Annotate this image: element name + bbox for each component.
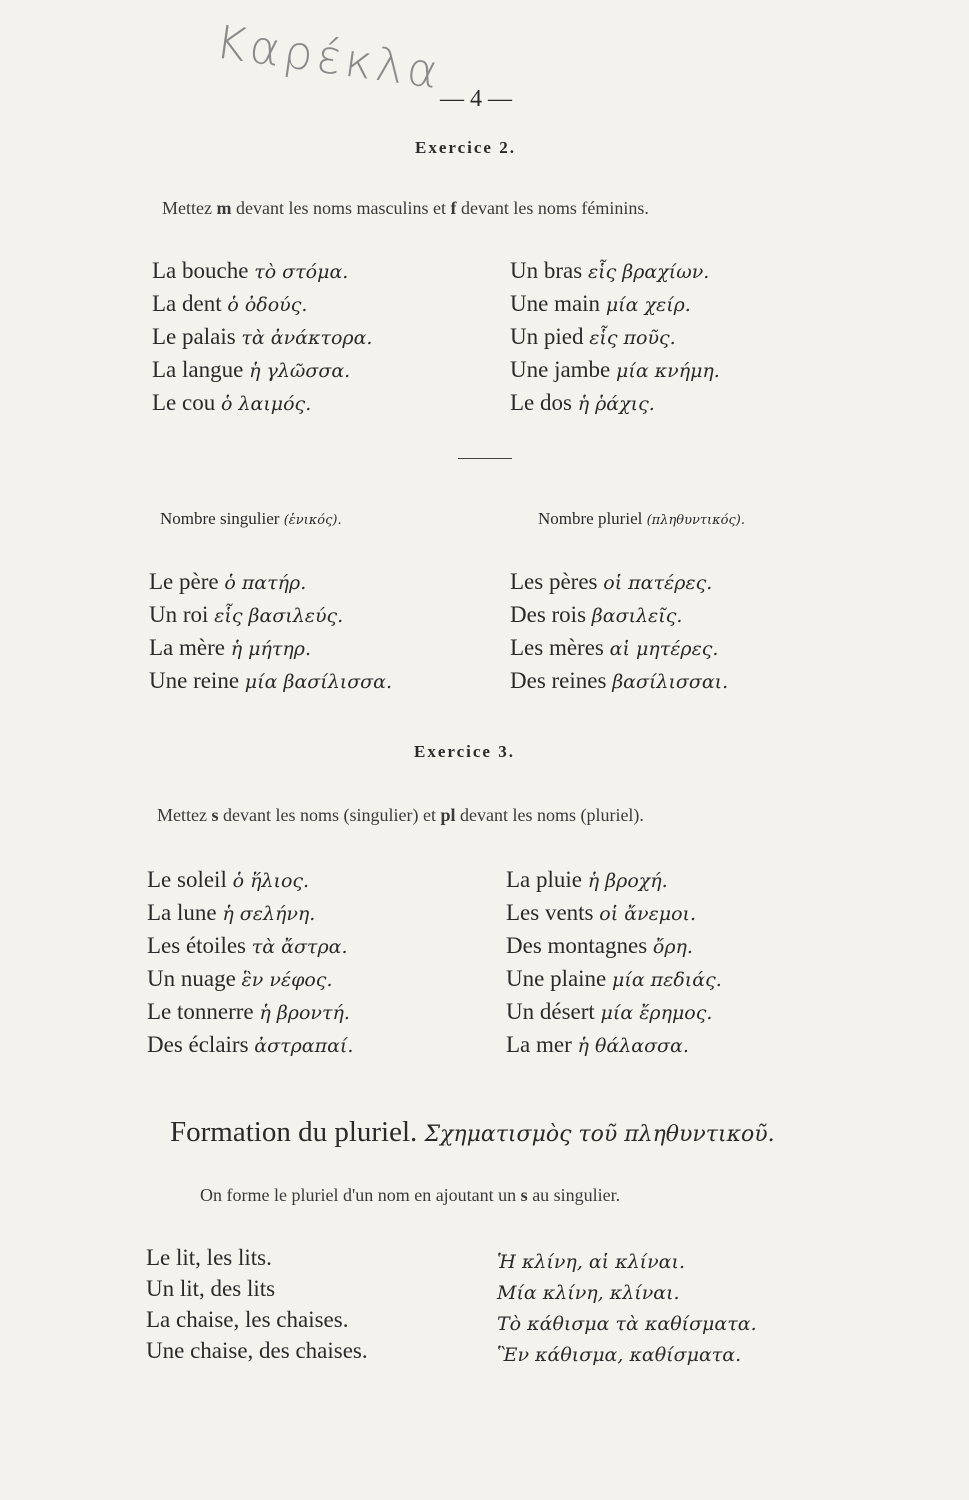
vocab-row [510,288,720,321]
greek-word: μία βασίλισσα. [244,671,393,693]
marker-s: s [520,1185,528,1205]
page-number: — 4 — [440,86,512,112]
exercise3-left-column [147,864,353,1062]
exercise2-instruction-mid: devant les noms masculins et [235,198,446,218]
greek-word: αἱ μητέρες. [609,638,719,660]
french-word: La bouche [152,258,249,283]
greek-word: μία ἔρημος. [600,1002,713,1024]
french-word: Un pied [510,324,584,349]
french-word: Une reine [149,668,240,693]
french-word: Des rois [510,602,587,627]
french-word: La mère [149,635,225,660]
greek-word: ἡ σελήνη. [222,903,316,925]
vocab-row [506,963,722,996]
french-word: Les étoiles [147,933,246,958]
greek-word: ὁ λαιμός. [220,393,312,415]
vocab-row [147,897,353,930]
vocab-row [510,321,720,354]
vocab-row [152,321,372,354]
greek-word: ἡ βροχή. [587,870,668,892]
vocab-row [506,1029,722,1062]
exercise2-title: Exercice 2. [415,138,516,157]
greek-word: ὁ πατήρ. [224,572,307,594]
exercise2-left-column [152,255,372,420]
french-word: Le soleil [147,867,227,892]
french-word: Le dos [510,390,572,415]
french-word: Le tonnerre [147,999,254,1024]
vocab-row [147,930,353,963]
handwritten-note: Καρέκλα [212,14,446,100]
vocab-row [147,996,353,1029]
french-word: Une main [510,291,601,316]
vocab-row [510,566,728,599]
greek-word: ὁ ἥλιος. [232,870,310,892]
french-word: Des éclairs [147,1032,249,1057]
greek-word: ἡ ῥάχις. [577,393,655,415]
french-word: Un bras [510,258,583,283]
exercise2-instruction [162,198,649,219]
greek-word: ὄρη. [652,936,693,958]
vocab-row [149,665,392,698]
french-word: La dent [152,291,222,316]
plural-heading-gr: (πληθυντικός). [646,513,745,528]
greek-word: οἱ ἄνεμοι. [599,903,697,925]
plural-column [510,566,728,698]
example-row: La chaise, les chaises. [146,1307,349,1332]
marker-f: f [450,198,457,218]
greek-word: ἡ γλῶσσα. [249,360,351,382]
singular-column [149,566,392,698]
french-word: Les pères [510,569,598,594]
singular-heading [160,509,342,529]
vocab-row [152,255,372,288]
example-row: Un lit, des lits [146,1276,276,1301]
formation-rule-end: au singulier. [532,1185,621,1205]
greek-word: τὸ στόμα. [254,261,349,283]
greek-word: τὰ ἀνάκτορα. [241,327,373,349]
exercise3-instruction [157,805,644,826]
greek-word: βασίλισσαι. [612,671,729,693]
french-word: Les vents [506,900,594,925]
french-word: Une jambe [510,357,611,382]
greek-word: τὰ ἄστρα. [251,936,348,958]
marker-s: s [211,805,219,825]
exercise3-right-column [506,864,722,1062]
vocab-row [506,897,722,930]
vocab-row [510,354,720,387]
french-word: Le père [149,569,219,594]
vocab-row [152,387,372,420]
french-word: Le palais [152,324,236,349]
greek-word: μία κνήμη. [616,360,720,382]
french-word: Un désert [506,999,595,1024]
formation-rule-start: On forme le pluriel d'un nom en ajoutant un [200,1185,517,1205]
vocab-row [147,1029,353,1062]
formation-heading-fr: Formation du pluriel. [170,1116,418,1148]
plural-heading-fr: Nombre pluriel [538,509,643,528]
exercise3-instruction-end: devant les noms (pluriel). [459,805,644,825]
vocab-row [510,665,728,698]
vocab-row [506,864,722,897]
vocab-row [152,354,372,387]
exercise3-instruction-start: Mettez [157,805,207,825]
exercise3-instruction-mid: devant les noms (singulier) et [223,805,436,825]
greek-word: βασιλεῖς. [591,605,683,627]
french-word: Les mères [510,635,604,660]
vocab-row [149,632,392,665]
vocab-row [147,963,353,996]
exercise2-right-column [510,255,720,420]
french-word: Des montagnes [506,933,648,958]
example-row: Une chaise, des chaises. [146,1338,368,1363]
vocab-row [510,632,728,665]
greek-word: ἡ βροντή. [259,1002,350,1024]
formation-heading-gr: Σχηματισμὸς τοῦ πληθυντικοῦ. [424,1122,775,1147]
greek-word: ὁ ὀδούς. [227,294,308,316]
marker-pl: pl [440,805,456,825]
greek-word: εἷς βραχίων. [587,261,710,283]
greek-word: ἡ μήτηρ. [230,638,311,660]
greek-word: οἱ πατέρες. [603,572,713,594]
french-word: Un roi [149,602,209,627]
french-word: Le cou [152,390,216,415]
greek-word: μία πεδιάς. [612,969,722,991]
exercise3-title: Exercice 3. [414,742,515,761]
formation-examples-gr [497,1247,757,1371]
french-word: La pluie [506,867,582,892]
example-row: Ἓν κάθισμα, καθίσματα. [497,1344,742,1366]
french-word: Une plaine [506,966,607,991]
formation-rule [200,1185,620,1206]
vocab-row [510,255,720,288]
greek-word: εἷς ποῦς. [589,327,676,349]
vocab-row [149,599,392,632]
example-row: Ἡ κλίνη, αἱ κλίναι. [497,1251,685,1273]
exercise2-instruction-end: devant les noms féminins. [460,198,649,218]
vocab-row [152,288,372,321]
french-word: Un nuage [147,966,236,991]
example-row: Μία κλίνη, κλίναι. [497,1282,680,1304]
marker-m: m [216,198,232,218]
singular-heading-gr: (ἑνικός). [283,513,342,528]
vocab-row [506,996,722,1029]
singular-heading-fr: Nombre singulier [160,509,280,528]
french-word: La mer [506,1032,572,1057]
plural-heading [538,509,745,529]
greek-word: ἓν νέφος. [241,969,333,991]
section-divider [458,458,512,459]
greek-word: εἷς βασιλεύς. [214,605,344,627]
french-word: La langue [152,357,244,382]
vocab-row [510,599,728,632]
french-word: Des reines [510,668,607,693]
example-row: Le lit, les lits. [146,1245,272,1270]
vocab-row [147,864,353,897]
formation-heading [170,1116,775,1149]
greek-word: μία χείρ. [605,294,691,316]
french-word: La lune [147,900,217,925]
example-row: Τὸ κάθισμα τὰ καθίσματα. [497,1313,757,1335]
vocab-row [506,930,722,963]
greek-word: ἀστραπαί. [254,1035,354,1057]
greek-word: ἡ θάλασσα. [577,1035,689,1057]
vocab-row [510,387,720,420]
vocab-row [149,566,392,599]
exercise2-instruction-start: Mettez [162,198,212,218]
formation-examples-fr [146,1242,368,1366]
